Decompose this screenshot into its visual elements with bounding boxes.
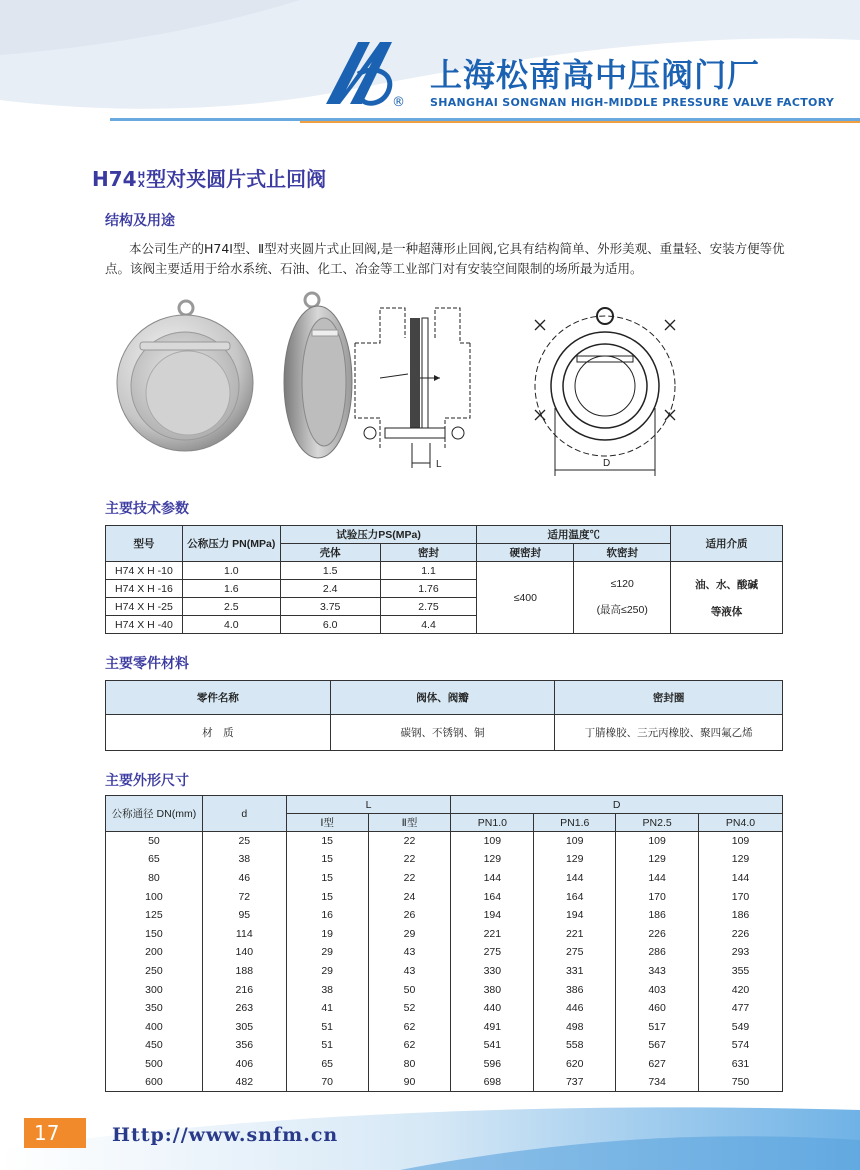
medium-line-1: 油、水、酸碱 xyxy=(695,578,759,591)
table-cell: 25 xyxy=(202,832,286,851)
table-cell: 109 xyxy=(699,832,783,851)
table-cell: 734 xyxy=(616,1073,699,1092)
table-cell: 29 xyxy=(286,962,368,981)
table-cell: 109 xyxy=(616,832,699,851)
table-cell: 129 xyxy=(534,850,616,869)
header-pn40: PN4.0 xyxy=(699,814,783,832)
table-cell: 450 xyxy=(106,1036,203,1055)
table-cell: 170 xyxy=(616,887,699,906)
table-cell: 29 xyxy=(368,924,451,943)
table-cell: 15 xyxy=(286,887,368,906)
table-cell: 549 xyxy=(699,1017,783,1036)
table-cell: 150 xyxy=(106,924,203,943)
table-cell: 440 xyxy=(451,999,534,1018)
valve-front-drawing xyxy=(525,298,695,478)
table-cell: 43 xyxy=(368,943,451,962)
table-cell: 43 xyxy=(368,962,451,981)
table-row xyxy=(106,943,783,962)
table-cell-pn: 1.6 xyxy=(182,580,280,598)
table-cell: 627 xyxy=(616,1055,699,1074)
header-dn: 公称通径 DN(mm) xyxy=(106,796,203,832)
table-cell-seal: 1.76 xyxy=(380,580,477,598)
table-cell: 698 xyxy=(451,1073,534,1092)
table-cell: 62 xyxy=(368,1017,451,1036)
table-cell: 406 xyxy=(202,1055,286,1074)
table-cell-shell: 1.5 xyxy=(280,562,380,580)
table-cell: 186 xyxy=(616,906,699,925)
valve-front-photo xyxy=(110,298,260,458)
table-cell: 498 xyxy=(534,1017,616,1036)
table-cell: 109 xyxy=(451,832,534,851)
table-cell: 65 xyxy=(106,850,203,869)
material-label: 材 质 xyxy=(106,715,331,751)
table-cell: 517 xyxy=(616,1017,699,1036)
table-cell-pn: 2.5 xyxy=(182,598,280,616)
header-pn10: PN1.0 xyxy=(451,814,534,832)
table-cell: 500 xyxy=(106,1055,203,1074)
footer-url: Http://www.snfm.cn xyxy=(112,1124,339,1146)
header-nominal-pressure: 公称压力 PN(MPa) xyxy=(182,526,280,562)
table-cell: 275 xyxy=(451,943,534,962)
table-cell: 380 xyxy=(451,980,534,999)
soft-temp-value: ≤120 xyxy=(610,578,634,590)
table-row xyxy=(106,887,783,906)
table-cell: 293 xyxy=(699,943,783,962)
table-row xyxy=(106,869,783,888)
header-hard-seal: 硬密封 xyxy=(477,544,574,562)
table-cell: 356 xyxy=(202,1036,286,1055)
table-cell: 22 xyxy=(368,869,451,888)
table-cell: 305 xyxy=(202,1017,286,1036)
table-cell: 188 xyxy=(202,962,286,981)
title-sup-bottom: X xyxy=(137,179,145,190)
header-body-disc: 阀体、阀瓣 xyxy=(330,681,555,715)
table-row xyxy=(106,1055,783,1074)
table-cell: 144 xyxy=(534,869,616,888)
drawing-label-L: L xyxy=(436,459,442,470)
header-soft-seal: 软密封 xyxy=(574,544,671,562)
table-cell-model: H74 X H -10 xyxy=(106,562,183,580)
table-cell-model: H74 X H -25 xyxy=(106,598,183,616)
table-cell: 331 xyxy=(534,962,616,981)
header-pn25: PN2.5 xyxy=(616,814,699,832)
table-cell: 186 xyxy=(699,906,783,925)
table-cell: 567 xyxy=(616,1036,699,1055)
table-cell: 200 xyxy=(106,943,203,962)
section-structure-heading: 结构及用途 xyxy=(105,213,175,229)
table-cell: 50 xyxy=(106,832,203,851)
table-cell: 100 xyxy=(106,887,203,906)
table-cell: 574 xyxy=(699,1036,783,1055)
header-D: D xyxy=(451,796,783,814)
section-materials-heading: 主要零件材料 xyxy=(105,656,189,672)
table-cell: 80 xyxy=(368,1055,451,1074)
table-cell-model: H74 X H -40 xyxy=(106,616,183,634)
table-cell: 70 xyxy=(286,1073,368,1092)
header-L: L xyxy=(286,796,451,814)
company-logo-icon xyxy=(318,34,408,114)
table-cell: 15 xyxy=(286,832,368,851)
table-cell: 22 xyxy=(368,832,451,851)
page-number: 17 xyxy=(24,1118,86,1148)
table-cell: 26 xyxy=(368,906,451,925)
header-L-type1: Ⅰ型 xyxy=(286,814,368,832)
table-cell: 144 xyxy=(451,869,534,888)
table-cell: 140 xyxy=(202,943,286,962)
table-cell-shell: 6.0 xyxy=(280,616,380,634)
table-cell-model: H74 X H -16 xyxy=(106,580,183,598)
table-cell: 446 xyxy=(534,999,616,1018)
dimensions-table-body xyxy=(106,832,783,1092)
title-suffix: 型对夹圆片式止回阀 xyxy=(146,167,327,191)
table-cell: 144 xyxy=(699,869,783,888)
table-cell: 129 xyxy=(616,850,699,869)
table-cell: 541 xyxy=(451,1036,534,1055)
table-cell: 22 xyxy=(368,850,451,869)
valve-side-photo xyxy=(278,290,358,465)
header-seal-ring: 密封圈 xyxy=(555,681,783,715)
table-cell-shell: 3.75 xyxy=(280,598,380,616)
intro-paragraph: 本公司生产的H74Ⅰ型、Ⅱ型对夹圆片式止回阀,是一种超薄形止回阀,它具有结构简单、外形美观、重量轻、安装方便等优点。该阀主要适用于给水系统、石油、化工、冶金等工业部门对有安装空间限制的场所最为适用。 xyxy=(105,241,785,276)
table-cell: 460 xyxy=(616,999,699,1018)
header-part-name: 零件名称 xyxy=(106,681,331,715)
params-table xyxy=(105,525,783,634)
table-row xyxy=(106,962,783,981)
table-cell-seal: 1.1 xyxy=(380,562,477,580)
table-cell-seal: 4.4 xyxy=(380,616,477,634)
table-cell: 15 xyxy=(286,850,368,869)
table-row xyxy=(106,832,783,851)
drawing-label-D: D xyxy=(603,458,611,469)
table-cell: 343 xyxy=(616,962,699,981)
registered-mark: ® xyxy=(392,95,405,110)
table-cell: 95 xyxy=(202,906,286,925)
title-sup-top: H xyxy=(137,170,146,181)
table-cell: 300 xyxy=(106,980,203,999)
table-cell: 558 xyxy=(534,1036,616,1055)
table-cell: 403 xyxy=(616,980,699,999)
table-cell: 194 xyxy=(451,906,534,925)
table-cell: 65 xyxy=(286,1055,368,1074)
table-cell: 24 xyxy=(368,887,451,906)
table-row xyxy=(106,906,783,925)
header-seal: 密封 xyxy=(380,544,477,562)
materials-table xyxy=(105,680,783,751)
table-cell: 477 xyxy=(699,999,783,1018)
table-cell: 16 xyxy=(286,906,368,925)
table-cell: 51 xyxy=(286,1017,368,1036)
table-cell: 350 xyxy=(106,999,203,1018)
page-title xyxy=(92,163,326,192)
table-row xyxy=(106,924,783,943)
title-prefix: H74 xyxy=(92,167,137,191)
table-cell: 129 xyxy=(699,850,783,869)
table-cell: 386 xyxy=(534,980,616,999)
header-test-pressure: 试验压力PS(MPa) xyxy=(280,526,477,544)
table-cell: 631 xyxy=(699,1055,783,1074)
table-cell: 221 xyxy=(451,924,534,943)
table-cell: 750 xyxy=(699,1073,783,1092)
table-cell: 170 xyxy=(699,887,783,906)
header-model: 型号 xyxy=(106,526,183,562)
table-cell: 38 xyxy=(202,850,286,869)
table-cell: 263 xyxy=(202,999,286,1018)
table-cell: 19 xyxy=(286,924,368,943)
table-cell: 482 xyxy=(202,1073,286,1092)
table-cell: 355 xyxy=(699,962,783,981)
table-cell: 286 xyxy=(616,943,699,962)
table-cell-shell: 2.4 xyxy=(280,580,380,598)
table-cell: 129 xyxy=(451,850,534,869)
table-cell: 596 xyxy=(451,1055,534,1074)
table-cell: 80 xyxy=(106,869,203,888)
table-cell: 620 xyxy=(534,1055,616,1074)
table-cell: 144 xyxy=(616,869,699,888)
table-row xyxy=(106,1017,783,1036)
table-cell: 330 xyxy=(451,962,534,981)
header-rule-orange xyxy=(300,121,860,123)
company-name-cn: 上海松南高中压阀门厂 xyxy=(430,56,761,94)
table-cell: 114 xyxy=(202,924,286,943)
table-cell: 226 xyxy=(699,924,783,943)
material-body-value: 碳钢、不锈钢、铜 xyxy=(330,715,555,751)
table-cell: 216 xyxy=(202,980,286,999)
table-row xyxy=(106,980,783,999)
soft-temp-note: (最高≤250) xyxy=(596,604,648,616)
table-row xyxy=(106,1036,783,1055)
table-cell: 600 xyxy=(106,1073,203,1092)
header-shell: 壳体 xyxy=(280,544,380,562)
table-cell: 109 xyxy=(534,832,616,851)
table-cell: 15 xyxy=(286,869,368,888)
table-cell: 250 xyxy=(106,962,203,981)
table-cell-pn: 4.0 xyxy=(182,616,280,634)
table-cell: 226 xyxy=(616,924,699,943)
table-cell: 221 xyxy=(534,924,616,943)
table-cell: 52 xyxy=(368,999,451,1018)
table-cell: 125 xyxy=(106,906,203,925)
header-temperature: 适用温度℃ xyxy=(477,526,671,544)
table-cell: 737 xyxy=(534,1073,616,1092)
section-params-heading: 主要技术参数 xyxy=(105,501,189,517)
table-cell: 29 xyxy=(286,943,368,962)
table-cell-soft-temp xyxy=(574,562,671,634)
table-cell: 38 xyxy=(286,980,368,999)
header-pn16: PN1.6 xyxy=(534,814,616,832)
dimensions-table xyxy=(105,795,783,1092)
table-cell: 275 xyxy=(534,943,616,962)
section-dimensions-heading: 主要外形尺寸 xyxy=(105,773,189,789)
table-cell: 41 xyxy=(286,999,368,1018)
header-medium: 适用介质 xyxy=(671,526,783,562)
table-row xyxy=(106,999,783,1018)
company-name-en: SHANGHAI SONGNAN HIGH-MIDDLE PRESSURE VALVE FACTORY xyxy=(430,96,835,109)
table-cell: 194 xyxy=(534,906,616,925)
header-L-type2: Ⅱ型 xyxy=(368,814,451,832)
table-cell: 491 xyxy=(451,1017,534,1036)
table-cell-medium xyxy=(671,562,783,634)
table-cell-seal: 2.75 xyxy=(380,598,477,616)
table-cell-hard-temp: ≤400 xyxy=(477,562,574,634)
table-cell: 72 xyxy=(202,887,286,906)
table-cell: 420 xyxy=(699,980,783,999)
table-cell-pn: 1.0 xyxy=(182,562,280,580)
table-cell: 46 xyxy=(202,869,286,888)
valve-section-drawing xyxy=(350,298,475,473)
material-seal-value: 丁腈橡胶、三元丙橡胶、聚四氟乙烯 xyxy=(555,715,783,751)
table-row xyxy=(106,850,783,869)
medium-line-2: 等液体 xyxy=(710,605,743,618)
table-cell: 90 xyxy=(368,1073,451,1092)
table-cell: 164 xyxy=(534,887,616,906)
table-cell: 400 xyxy=(106,1017,203,1036)
table-cell: 164 xyxy=(451,887,534,906)
header-d: d xyxy=(202,796,286,832)
table-cell: 51 xyxy=(286,1036,368,1055)
table-cell: 62 xyxy=(368,1036,451,1055)
table-cell: 50 xyxy=(368,980,451,999)
